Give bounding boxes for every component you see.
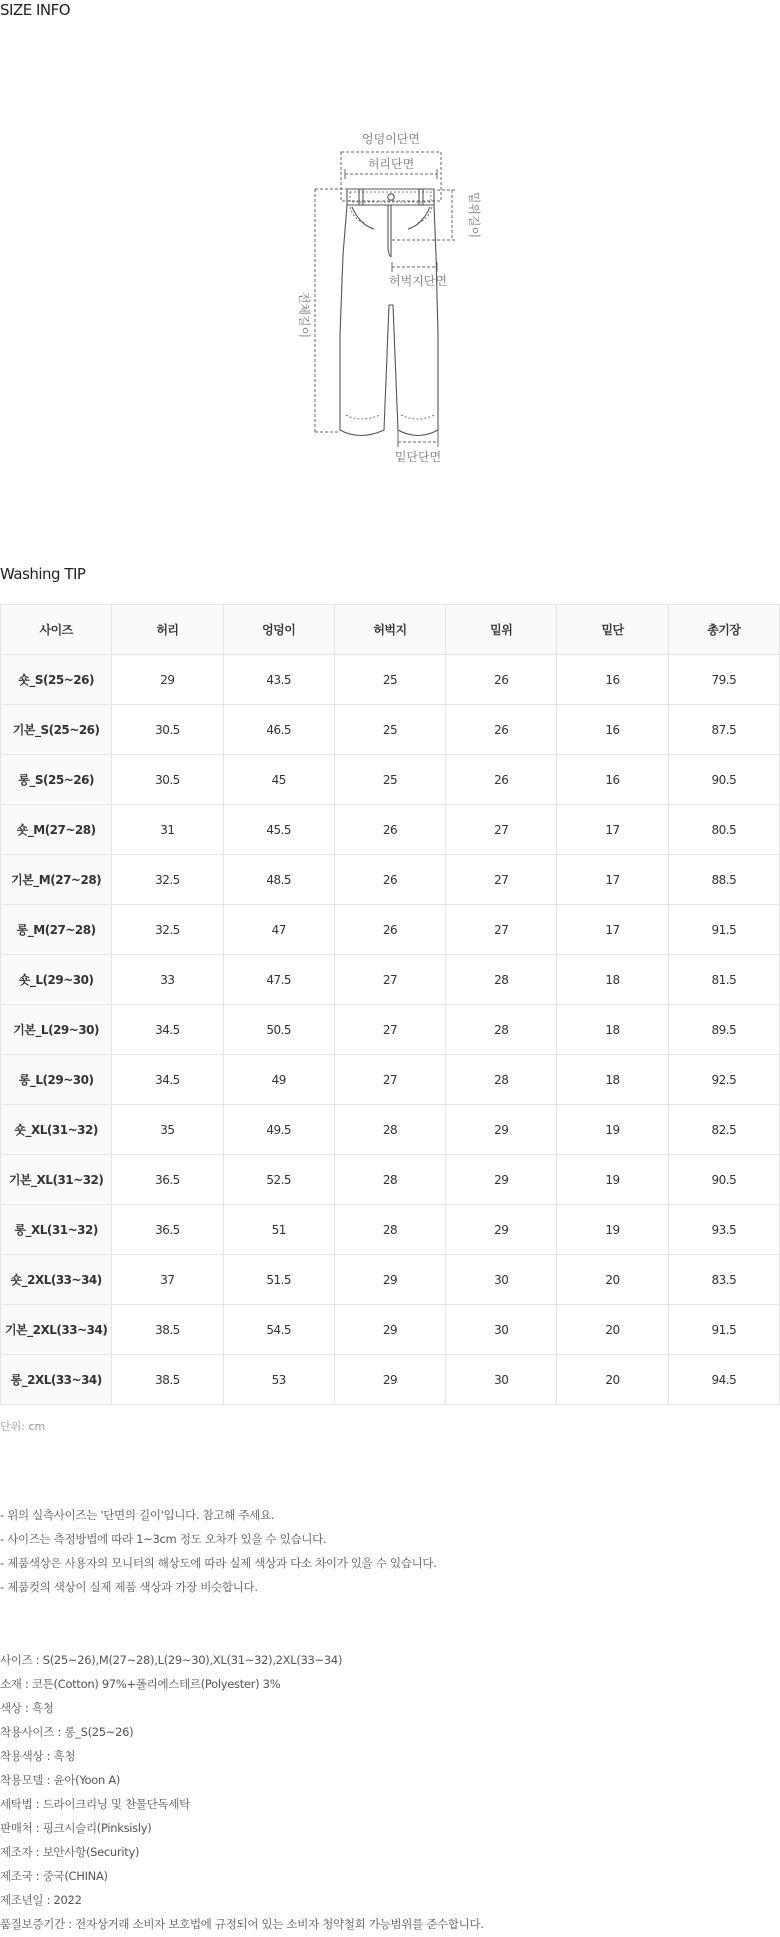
measurement-cell: 19	[557, 1155, 668, 1205]
measurement-cell: 18	[557, 955, 668, 1005]
spec-item: 착용색상 : 흑청	[0, 1749, 76, 1763]
hip-label: 엉덩이단면	[362, 132, 420, 146]
product-specs-list	[0, 1648, 484, 1936]
waist-label: 허리단면	[367, 157, 415, 171]
note-item: - 제품색상은 사용자의 모니터의 해상도에 따라 실제 색상과 다소 차이가 있을 수 있습니다.	[0, 1556, 437, 1570]
measurement-cell: 51	[223, 1205, 334, 1255]
spec-item: 품질보증기간 : 전자상거래 소비자 보호법에 규정되어 있는 소비자 청약철회 가능범위를 준수합니다.	[0, 1917, 484, 1931]
table-row	[1, 755, 780, 805]
spec-item: 색상 : 흑청	[0, 1701, 54, 1715]
measurement-cell: 27	[334, 955, 445, 1005]
header-hem: 밑단	[557, 605, 668, 655]
measurement-cell: 36.5	[112, 1205, 223, 1255]
measurement-cell: 27	[446, 805, 557, 855]
spec-item: 세탁법 : 드라이크리닝 및 찬물단독세탁	[0, 1797, 190, 1811]
measurement-cell: 46.5	[223, 705, 334, 755]
measurement-cell: 29	[112, 655, 223, 705]
measurement-cell: 47	[223, 905, 334, 955]
measurement-cell: 31	[112, 805, 223, 855]
spec-item: 사이즈 : S(25~26),M(27~28),L(29~30),XL(31~32),2XL(33~34)	[0, 1653, 343, 1667]
measurement-cell: 18	[557, 1055, 668, 1105]
size-cell: 롱_S(25~26)	[1, 755, 112, 805]
measurement-cell: 36.5	[112, 1155, 223, 1205]
rise-guide	[392, 190, 457, 240]
table-row	[1, 955, 780, 1005]
measurement-cell: 49	[223, 1055, 334, 1105]
unit-note: 단위: cm	[0, 1420, 46, 1433]
spec-item: 제조국 : 중국(CHINA)	[0, 1869, 108, 1883]
table-row	[1, 705, 780, 755]
measurement-cell: 34.5	[112, 1005, 223, 1055]
spec-item: 제조년일 : 2022	[0, 1893, 82, 1907]
table-row	[1, 1255, 780, 1305]
table-header-row	[1, 605, 780, 655]
measurement-cell: 47.5	[223, 955, 334, 1005]
measurement-cell: 28	[334, 1205, 445, 1255]
measurement-cell: 29	[446, 1155, 557, 1205]
measurement-cell: 30.5	[112, 705, 223, 755]
measurement-cell: 34.5	[112, 1055, 223, 1105]
measurement-cell: 43.5	[223, 655, 334, 705]
measurement-cell: 37	[112, 1255, 223, 1305]
measurement-cell: 16	[557, 755, 668, 805]
washing-tip-title: Washing TIP	[0, 565, 86, 583]
size-cell: 숏_M(27~28)	[1, 805, 112, 855]
measurement-cell: 28	[446, 1005, 557, 1055]
measurement-cell: 49.5	[223, 1105, 334, 1155]
thigh-guide	[392, 262, 437, 272]
measurement-cell: 33	[112, 955, 223, 1005]
measurement-cell: 52.5	[223, 1155, 334, 1205]
size-cell: 숏_2XL(33~34)	[1, 1255, 112, 1305]
measurement-cell: 81.5	[668, 955, 779, 1005]
size-cell: 기본_2XL(33~34)	[1, 1305, 112, 1355]
size-table	[0, 604, 780, 1405]
measurement-cell: 87.5	[668, 705, 779, 755]
measurement-cell: 27	[446, 905, 557, 955]
measurement-cell: 20	[557, 1305, 668, 1355]
measurement-cell: 17	[557, 905, 668, 955]
thigh-label: 허벅지단면	[389, 274, 447, 288]
size-cell: 기본_S(25~26)	[1, 705, 112, 755]
table-row	[1, 1205, 780, 1255]
pants-illustration	[280, 125, 500, 470]
table-row	[1, 855, 780, 905]
measurement-cell: 91.5	[668, 1305, 779, 1355]
measurement-cell: 80.5	[668, 805, 779, 855]
measurement-cell: 26	[334, 805, 445, 855]
spec-item: 소재 : 코튼(Cotton) 97%+폴리에스테르(Polyester) 3%	[0, 1677, 281, 1691]
measurement-cell: 38.5	[112, 1355, 223, 1405]
measurement-cell: 45	[223, 755, 334, 805]
total-length-label: 전체길이	[297, 291, 311, 339]
measurement-cell: 88.5	[668, 855, 779, 905]
measurement-cell: 26	[446, 655, 557, 705]
note-item: - 위의 실측사이즈는 '단면의 길이'입니다. 참고해 주세요.	[0, 1508, 275, 1522]
table-row	[1, 1155, 780, 1205]
size-cell: 숏_XL(31~32)	[1, 1105, 112, 1155]
size-cell: 기본_XL(31~32)	[1, 1155, 112, 1205]
measurement-cell: 32.5	[112, 855, 223, 905]
measurement-cell: 32.5	[112, 905, 223, 955]
header-rise: 밑위	[446, 605, 557, 655]
measurement-cell: 29	[446, 1205, 557, 1255]
notes-list	[0, 1503, 437, 1599]
measurement-cell: 17	[557, 855, 668, 905]
measurement-cell: 94.5	[668, 1355, 779, 1405]
measurement-cell: 91.5	[668, 905, 779, 955]
size-cell: 기본_M(27~28)	[1, 855, 112, 905]
table-row	[1, 805, 780, 855]
measurement-cell: 51.5	[223, 1255, 334, 1305]
measurement-cell: 29	[334, 1355, 445, 1405]
measurement-cell: 26	[334, 855, 445, 905]
measurement-cell: 38.5	[112, 1305, 223, 1355]
measurement-cell: 53	[223, 1355, 334, 1405]
note-item: - 제품컷의 색상이 실제 제품 색상과 가장 비슷합니다.	[0, 1580, 258, 1594]
measurement-cell: 20	[557, 1355, 668, 1405]
measurement-cell: 25	[334, 755, 445, 805]
measurement-cell: 30.5	[112, 755, 223, 805]
measurement-cell: 18	[557, 1005, 668, 1055]
measurement-cell: 28	[334, 1105, 445, 1155]
header-hip: 엉덩이	[223, 605, 334, 655]
measurement-cell: 29	[334, 1305, 445, 1355]
measurement-cell: 26	[446, 705, 557, 755]
size-cell: 롱_XL(31~32)	[1, 1205, 112, 1255]
table-row	[1, 905, 780, 955]
hem-label: 밑단단면	[394, 450, 442, 464]
size-cell: 롱_M(27~28)	[1, 905, 112, 955]
measurement-cell: 16	[557, 705, 668, 755]
pants-measurement-diagram	[280, 125, 500, 470]
measurement-cell: 90.5	[668, 1155, 779, 1205]
header-waist: 허리	[112, 605, 223, 655]
size-info-title: SIZE INFO	[0, 1, 71, 19]
size-cell: 숏_L(29~30)	[1, 955, 112, 1005]
measurement-cell: 27	[446, 855, 557, 905]
measurement-cell: 25	[334, 655, 445, 705]
pants-outline	[340, 189, 438, 436]
measurement-cell: 50.5	[223, 1005, 334, 1055]
measurement-cell: 28	[334, 1155, 445, 1205]
size-cell: 롱_2XL(33~34)	[1, 1355, 112, 1405]
measurement-cell: 54.5	[223, 1305, 334, 1355]
size-cell: 롱_L(29~30)	[1, 1055, 112, 1105]
table-row	[1, 1005, 780, 1055]
spec-item: 착용사이즈 : 롱_S(25~26)	[0, 1725, 134, 1739]
header-size: 사이즈	[1, 605, 112, 655]
table-row	[1, 1355, 780, 1405]
measurement-cell: 27	[334, 1055, 445, 1105]
measurement-cell: 93.5	[668, 1205, 779, 1255]
measurement-cell: 89.5	[668, 1005, 779, 1055]
spec-item: 판매처 : 핑크시슬리(Pinksisly)	[0, 1821, 152, 1835]
measurement-cell: 29	[334, 1255, 445, 1305]
measurement-cell: 16	[557, 655, 668, 705]
measurement-cell: 20	[557, 1255, 668, 1305]
size-cell: 숏_S(25~26)	[1, 655, 112, 705]
measurement-cell: 35	[112, 1105, 223, 1155]
measurement-cell: 29	[446, 1105, 557, 1155]
measurement-cell: 82.5	[668, 1105, 779, 1155]
measurement-cell: 25	[334, 705, 445, 755]
spec-item: 제조자 : 보안사항(Security)	[0, 1845, 140, 1859]
header-total-length: 총기장	[668, 605, 779, 655]
measurement-cell: 30	[446, 1305, 557, 1355]
table-row	[1, 1305, 780, 1355]
measurement-cell: 30	[446, 1255, 557, 1305]
measurement-cell: 92.5	[668, 1055, 779, 1105]
measurement-cell: 27	[334, 1005, 445, 1055]
measurement-cell: 45.5	[223, 805, 334, 855]
table-row	[1, 1105, 780, 1155]
measurement-cell: 28	[446, 955, 557, 1005]
size-cell: 기본_L(29~30)	[1, 1005, 112, 1055]
rise-label: 밑위길이	[467, 191, 481, 239]
measurement-cell: 26	[446, 755, 557, 805]
note-item: - 사이즈는 측정방법에 따라 1~3cm 정도 오차가 있을 수 있습니다.	[0, 1532, 327, 1546]
measurement-cell: 83.5	[668, 1255, 779, 1305]
measurement-cell: 26	[334, 905, 445, 955]
measurement-cell: 19	[557, 1205, 668, 1255]
measurement-cell: 48.5	[223, 855, 334, 905]
measurement-cell: 90.5	[668, 755, 779, 805]
measurement-cell: 79.5	[668, 655, 779, 705]
header-thigh: 허벅지	[334, 605, 445, 655]
measurement-cell: 30	[446, 1355, 557, 1405]
measurement-cell: 28	[446, 1055, 557, 1105]
measurement-cell: 19	[557, 1105, 668, 1155]
spec-item: 착용모델 : 윤아(Yoon A)	[0, 1773, 121, 1787]
table-row	[1, 655, 780, 705]
measurement-cell: 17	[557, 805, 668, 855]
table-row	[1, 1055, 780, 1105]
